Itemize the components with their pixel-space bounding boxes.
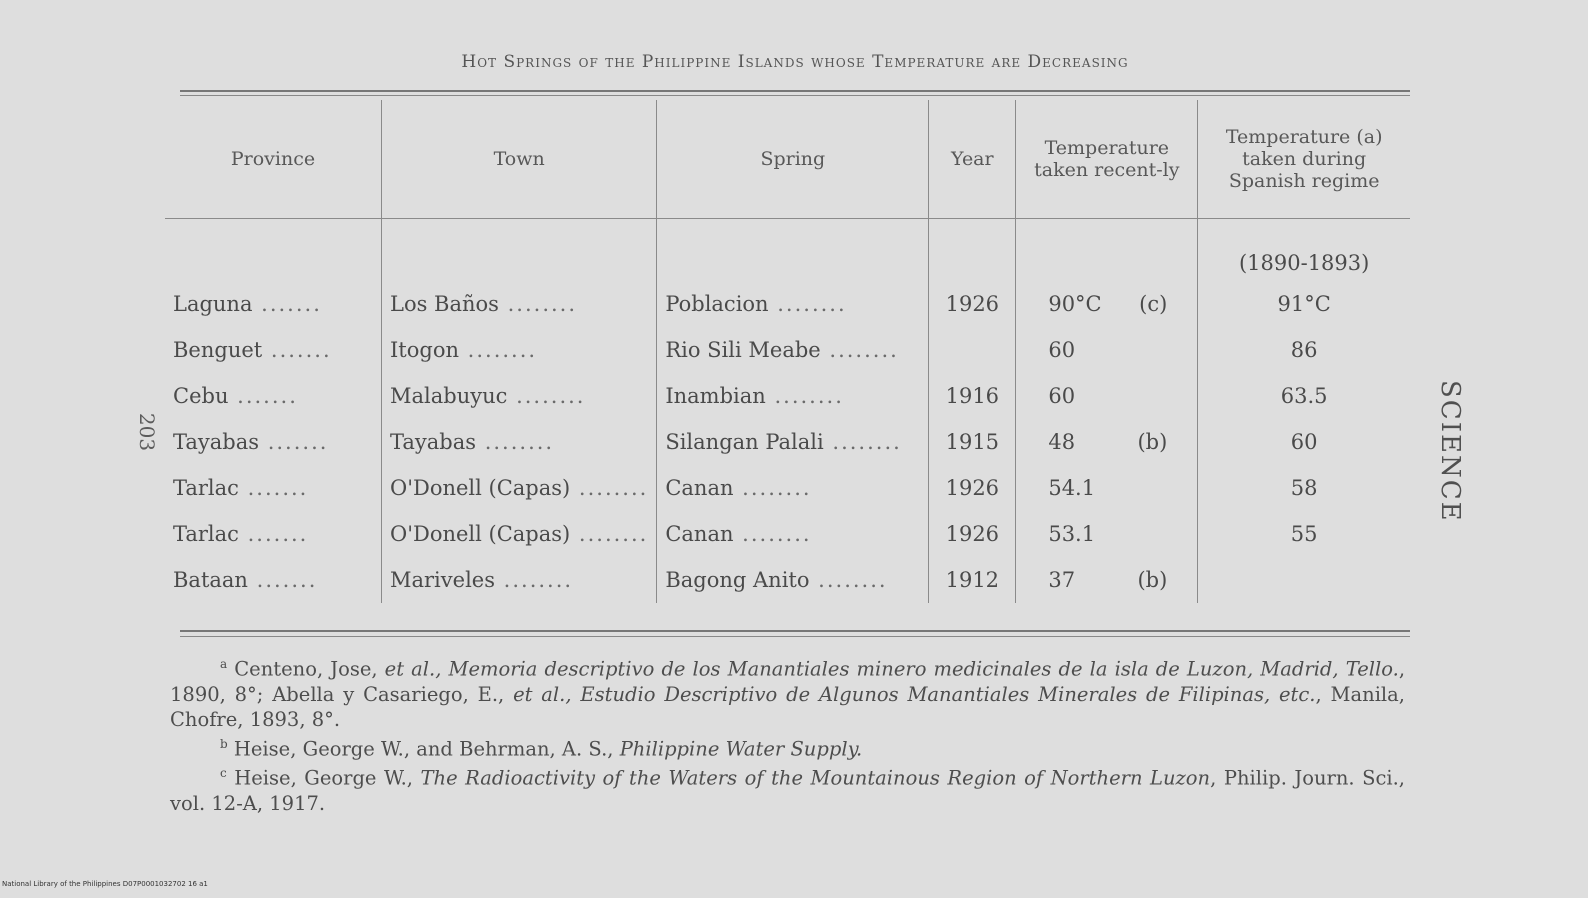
cell-town: O'Donell (Capas) ........ bbox=[382, 511, 657, 557]
col-spring: Spring bbox=[657, 100, 929, 219]
dot-leader: ........ bbox=[768, 292, 847, 316]
cell-recent: 60 bbox=[1016, 373, 1198, 419]
cell-year: 1916 bbox=[929, 373, 1016, 419]
cell-spring: Inambian ........ bbox=[657, 373, 929, 419]
running-head: SCIENCE bbox=[1435, 380, 1465, 523]
cell-spring: Canan ........ bbox=[657, 511, 929, 557]
dot-leader: ........ bbox=[570, 522, 649, 546]
cell-year bbox=[929, 327, 1016, 373]
cell-year: 1915 bbox=[929, 419, 1016, 465]
table-row bbox=[165, 465, 1410, 511]
footnote-ref: (b) bbox=[1137, 430, 1168, 454]
cell-spanish: 55 bbox=[1198, 511, 1410, 557]
cell-spanish: 60 bbox=[1198, 419, 1410, 465]
dot-leader: ........ bbox=[820, 338, 899, 362]
cell-province: Laguna ....... bbox=[173, 292, 322, 316]
table-row bbox=[165, 419, 1410, 465]
cell-recent: 53.1 bbox=[1016, 511, 1198, 557]
cell-recent: 90°C (c) bbox=[1016, 281, 1198, 327]
dot-leader: ........ bbox=[733, 522, 812, 546]
dot-leader: ........ bbox=[765, 384, 844, 408]
dot-leader: ........ bbox=[733, 476, 812, 500]
cell-province: Bataan ....... bbox=[173, 568, 318, 592]
cell-town: Itogon ........ bbox=[382, 327, 657, 373]
dot-leader: ....... bbox=[228, 384, 298, 408]
dot-leader: ........ bbox=[495, 568, 574, 592]
cell-province: Tarlac ....... bbox=[173, 522, 309, 546]
cell-recent: 48 (b) bbox=[1016, 419, 1198, 465]
col-province: Province bbox=[165, 100, 382, 219]
cell-spanish: 63.5 bbox=[1198, 373, 1410, 419]
cell-spanish: 58 bbox=[1198, 465, 1410, 511]
col-temp-spanish: Temperature (a) taken during Spanish regime bbox=[1198, 100, 1410, 219]
dot-leader: ........ bbox=[459, 338, 538, 362]
cell-province: Tayabas ....... bbox=[173, 430, 329, 454]
cell-spanish: 86 bbox=[1198, 327, 1410, 373]
dot-leader: ........ bbox=[809, 568, 888, 592]
footnote-ref: (b) bbox=[1137, 568, 1168, 592]
footnote-a: $^a$ Centeno, Jose, et al., Memoria descriptivo de los Manantiales minero medicinales de la isla de Luzon, Madrid, Tello., 1890, 8°; Abella y Casariego, E., et al., Estudio Descriptivo de Algunos Manantiales Minerales de Filipinas, etc., Manila, Chofre, 1893, 8°. bbox=[170, 657, 1406, 731]
table-row bbox=[165, 557, 1410, 603]
cell-year: 1926 bbox=[929, 465, 1016, 511]
table-header-row bbox=[165, 100, 1410, 219]
hot-springs-table bbox=[165, 100, 1410, 603]
cell-recent: 60 bbox=[1016, 327, 1198, 373]
dot-leader: ....... bbox=[262, 338, 332, 362]
cell-town: Tayabas ........ bbox=[382, 419, 657, 465]
cell-province: Benguet ....... bbox=[173, 338, 332, 362]
top-rule-thin bbox=[180, 95, 1410, 96]
cell-spring: Silangan Palali ........ bbox=[657, 419, 929, 465]
cell-recent: 54.1 bbox=[1016, 465, 1198, 511]
col-town: Town bbox=[382, 100, 657, 219]
dot-leader: ....... bbox=[252, 292, 322, 316]
dot-leader: ........ bbox=[507, 384, 586, 408]
cell-spring: Poblacion ........ bbox=[657, 281, 929, 327]
cell-year: 1926 bbox=[929, 511, 1016, 557]
dot-leader: ........ bbox=[498, 292, 578, 316]
footnote-c: $^c$ Heise, George W., The Radioactivity of the Waters of the Mountainous Region of Northern Luzon, Philip. Journ. Sci., vol. 12-A, 1917. bbox=[170, 766, 1406, 815]
footnote-ref: (c) bbox=[1139, 292, 1168, 316]
cell-spring: Bagong Anito ........ bbox=[657, 557, 929, 603]
dot-leader: ........ bbox=[476, 430, 555, 454]
cell-province: Cebu ....... bbox=[173, 384, 298, 408]
cell-recent: 37 (b) bbox=[1016, 557, 1198, 603]
dot-leader: ....... bbox=[247, 568, 318, 592]
dot-leader: ....... bbox=[238, 476, 309, 500]
top-rule bbox=[180, 90, 1410, 92]
dot-leader: ........ bbox=[823, 430, 902, 454]
scan-credit: National Library of the Philippines D07P0001032702 16 a1 bbox=[2, 880, 208, 888]
page-number: 203 bbox=[135, 412, 160, 452]
footnote-b: $^b$ Heise, George W., and Behrman, A. S., Philippine Water Supply. bbox=[220, 736, 863, 760]
cell-province: Tarlac ....... bbox=[173, 476, 309, 500]
cell-town: O'Donell (Capas) ........ bbox=[382, 465, 657, 511]
bottom-rule-thin bbox=[180, 636, 1410, 637]
col-temp-recent: Temperature taken recent-ly bbox=[1016, 100, 1198, 219]
table-row bbox=[165, 511, 1410, 557]
spanish-period: (1890-1893) bbox=[1198, 219, 1410, 282]
table-row bbox=[165, 281, 1410, 327]
cell-spring: Rio Sili Meabe ........ bbox=[657, 327, 929, 373]
cell-spring: Canan ........ bbox=[657, 465, 929, 511]
cell-spanish: 91°C bbox=[1198, 281, 1410, 327]
period-row bbox=[165, 219, 1410, 282]
col-year: Year bbox=[929, 100, 1016, 219]
cell-town: Mariveles ........ bbox=[382, 557, 657, 603]
dot-leader: ........ bbox=[570, 476, 649, 500]
cell-year: 1926 bbox=[929, 281, 1016, 327]
dot-leader: ....... bbox=[259, 430, 329, 454]
cell-spanish bbox=[1198, 557, 1410, 603]
cell-town: Malabuyuc ........ bbox=[382, 373, 657, 419]
table-row bbox=[165, 373, 1410, 419]
cell-year: 1912 bbox=[929, 557, 1016, 603]
table-row bbox=[165, 327, 1410, 373]
bottom-rule bbox=[180, 630, 1410, 632]
table-title: Hot Springs of the Philippine Islands whose Temperature are Decreasing bbox=[461, 52, 1129, 72]
footnotes bbox=[170, 652, 1405, 816]
dot-leader: ....... bbox=[238, 522, 309, 546]
cell-town: Los Baños ........ bbox=[382, 281, 657, 327]
